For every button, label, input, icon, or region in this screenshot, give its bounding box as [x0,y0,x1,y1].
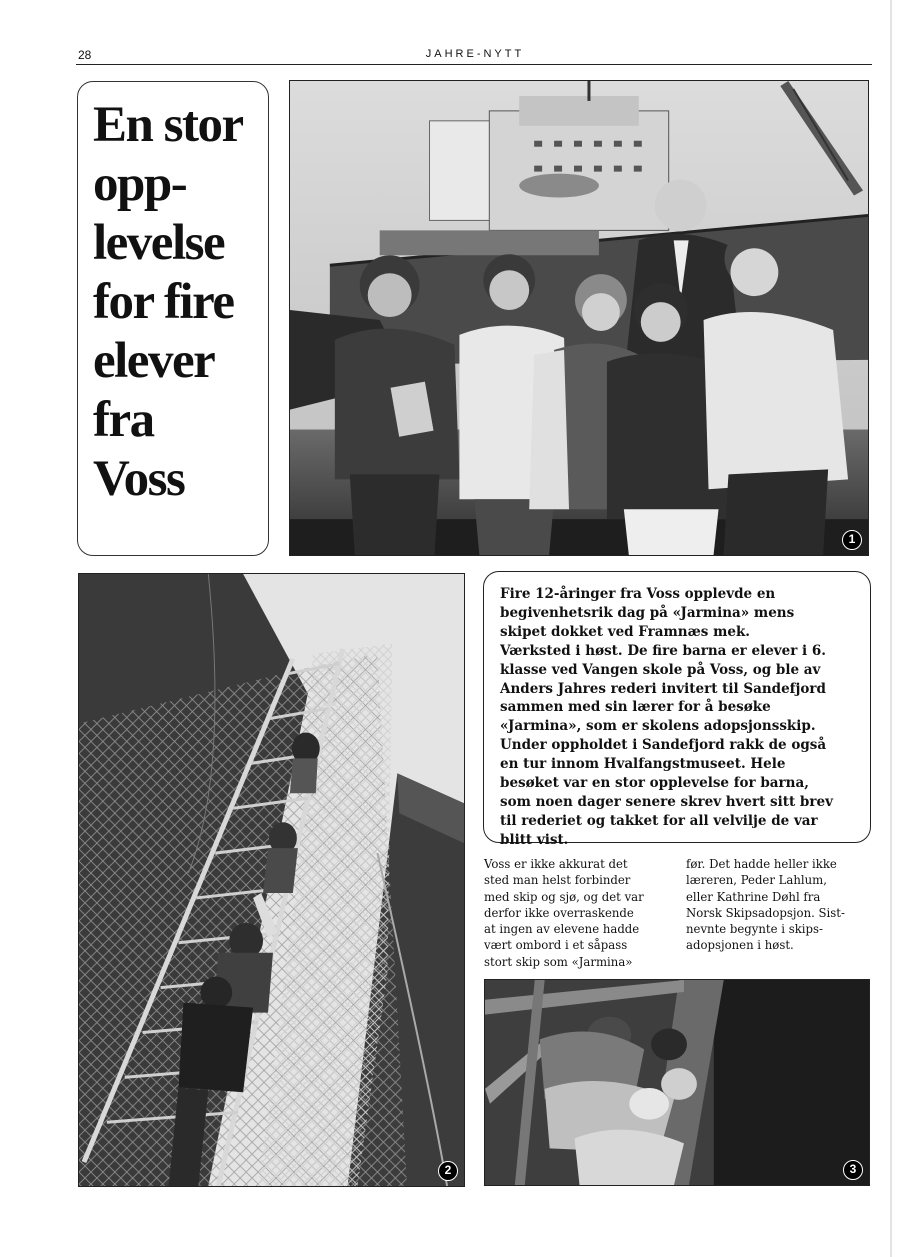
photo-deck-view-image [485,980,869,1185]
photo-caption-box [483,571,871,848]
photo-caption: Fire 12-åringer fra Voss opplevde en begivenhetsrik dag på «Jarmina» mens skipet dokket ved Framnæs mek. Værksted i høst. De fire barna er elever i 6. klasse ved Vangen skole på Voss, og ble av Anders Jahres rederi invitert til Sandefjord sammen med sin lærer for å besøke «Jarmina», som er skolens adopsjonsskip. Under oppholdet i Sandefjord rakk de også en tur innom Hvalfangstmuseet. Hele besøket var en stor opplevelse for barna, som noen dager senere skrev hvert sitt brev til rederiet og takket for all velvilje de var blitt vist. [500,586,833,848]
page-number: 28 [78,48,92,62]
body-text-column-2: før. Det hadde heller ikke læreren, Peder Lahlum, eller Kathrine Døhl fra Norsk Skipsadopsjon. Sist- nevnte begynte i skips- adopsjonen i høst. [686,857,845,953]
header-rule [76,64,872,65]
publication-title: JAHRE-NYTT [425,48,525,60]
photo-group-at-ship-image [290,81,868,555]
photo-deck-view [484,979,870,1186]
page-edge [890,0,892,1257]
headline: En stor opp- levelse for fire elever fra Voss [93,97,243,507]
body-text-column-1: Voss er ikke akkurat det sted man helst forbinder med skip og sjø, og det var derfor ikke overraskende at ingen av elevene hadde vært ombord i et såpass stort skip som «Jarmina» [484,857,644,969]
photo-group-at-ship [289,80,869,556]
photo-number-badge: 2 [438,1161,458,1181]
photo-number-badge: 1 [842,530,862,550]
photo-ladder-climb-image [79,574,464,1186]
photo-ladder-climb [78,573,465,1187]
headline-box [77,81,269,556]
photo-number-badge: 3 [843,1160,863,1180]
